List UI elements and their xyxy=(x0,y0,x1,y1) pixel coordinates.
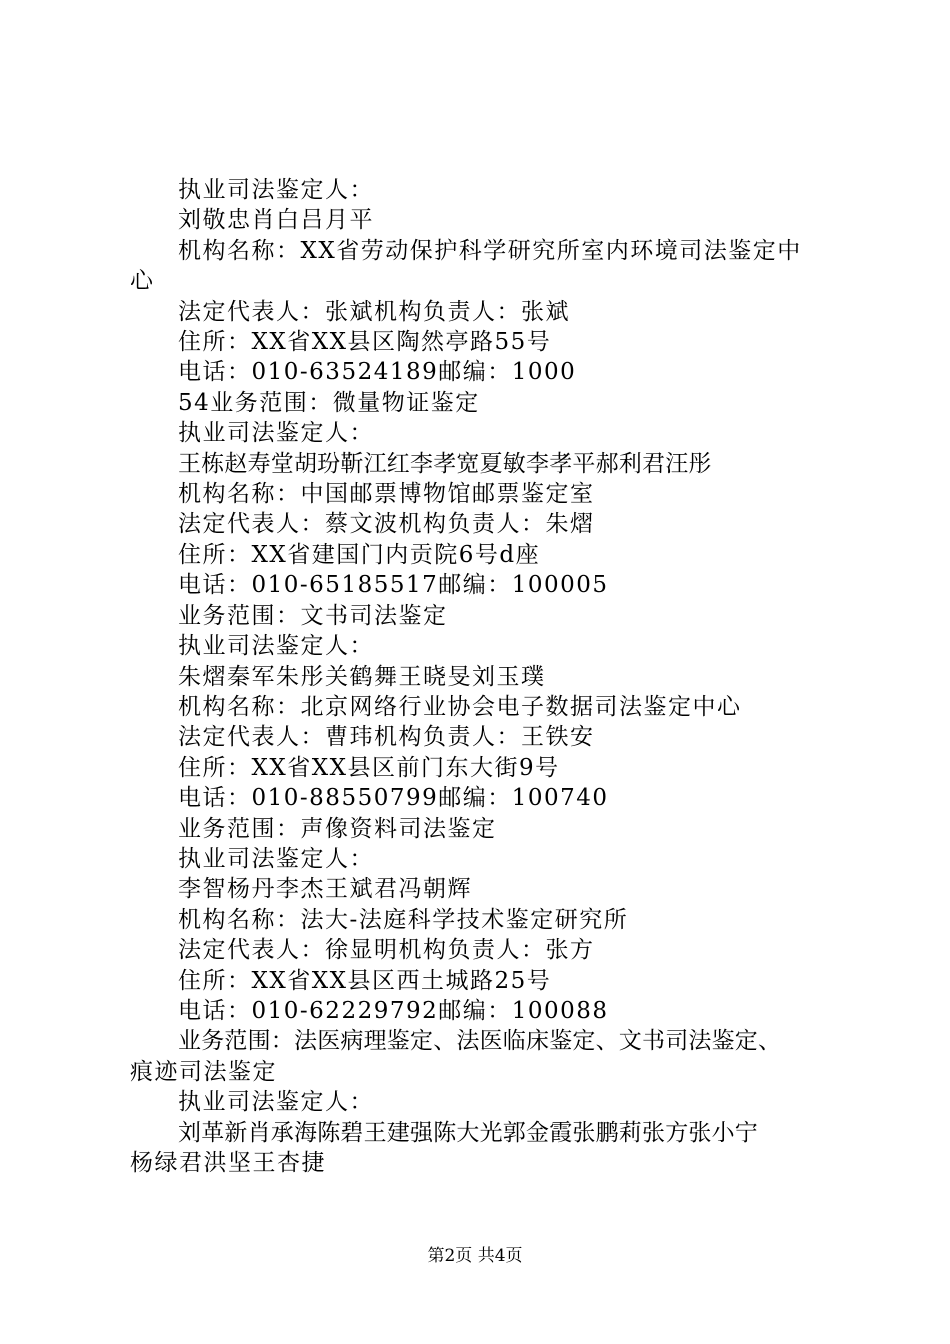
text-line: 刘革新肖承海陈碧王建强陈大光郭金霞张鹏莉张方张小宁 xyxy=(178,1119,758,1146)
text-line: 法定代表人：蔡文波机构负责人：朱熠 xyxy=(178,511,595,538)
text-line: 电话：010-62229792邮编：100088 xyxy=(178,997,609,1024)
text-line: 王栋赵寿堂胡玢靳江红李孝宽夏敏李孝平郝利君汪彤 xyxy=(178,450,712,477)
text-line: 法定代表人：张斌机构负责人：张斌 xyxy=(178,298,570,325)
text-line: 法定代表人：徐显明机构负责人：张方 xyxy=(178,937,595,964)
text-line: 痕迹司法鉴定 xyxy=(130,1058,277,1085)
text-line: 业务范围：法医病理鉴定、法医临床鉴定、文书司法鉴定、 xyxy=(178,1028,782,1055)
text-line: 住所：XX省建国门内贡院6号d座 xyxy=(178,541,541,568)
text-line: 执业司法鉴定人： xyxy=(178,420,374,447)
text-line: 杨绿君洪坚王杏捷 xyxy=(130,1150,326,1176)
text-line: 执业司法鉴定人： xyxy=(178,845,374,872)
text-line: 执业司法鉴定人： xyxy=(178,177,374,203)
text-line: 朱熠秦军朱彤关鹤舞王晓旻刘玉璞 xyxy=(178,663,546,690)
page-number-footer: 第2页 共4页 xyxy=(427,1246,523,1266)
text-line: 法定代表人：曹玮机构负责人：王铁安 xyxy=(178,724,595,751)
document-body xyxy=(130,175,840,1178)
text-line: 电话：010-65185517邮编：100005 xyxy=(178,572,609,599)
text-line: 机构名称：XX省劳动保护科学研究所室内环境司法鉴定中 xyxy=(178,237,802,264)
text-line: 李智杨丹李杰王斌君冯朝辉 xyxy=(178,876,472,903)
text-line: 住所：XX省XX县区西土城路25号 xyxy=(178,967,552,994)
text-line: 54业务范围：微量物证鉴定 xyxy=(178,389,480,416)
text-line: 刘敬忠肖白吕月平 xyxy=(178,207,374,234)
text-line: 住所：XX省XX县区前门东大街9号 xyxy=(178,754,560,781)
text-line: 电话：010-63524189邮编：1000 xyxy=(178,359,577,386)
text-line: 机构名称：北京网络行业协会电子数据司法鉴定中心 xyxy=(178,693,742,720)
text-line: 电话：010-88550799邮编：100740 xyxy=(178,785,609,812)
text-line: 执业司法鉴定人： xyxy=(178,633,374,660)
text-line: 执业司法鉴定人： xyxy=(178,1089,374,1116)
text-line: 业务范围：文书司法鉴定 xyxy=(178,602,448,629)
text-line: 机构名称：法大-法庭科学技术鉴定研究所 xyxy=(178,906,629,933)
text-line: 心 xyxy=(130,268,155,295)
text-line: 住所：XX省XX县区陶然亭路55号 xyxy=(178,329,552,356)
text-line: 机构名称：中国邮票博物馆邮票鉴定室 xyxy=(178,481,595,508)
text-line: 业务范围：声像资料司法鉴定 xyxy=(178,815,497,842)
